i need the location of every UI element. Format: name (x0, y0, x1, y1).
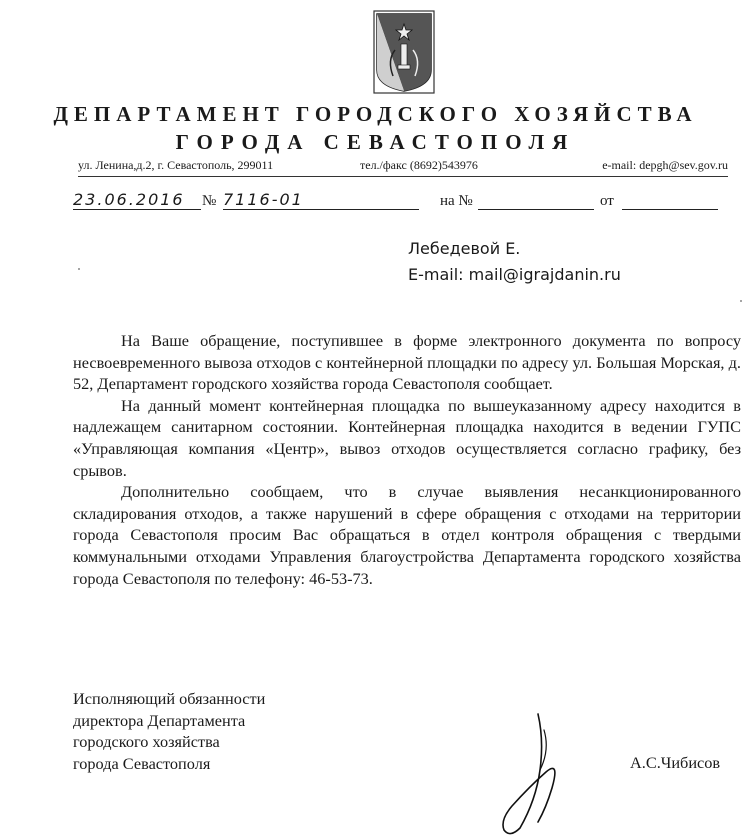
reference-number-label: на № (440, 193, 473, 209)
signer-position-line: директора Департамента (73, 710, 246, 730)
reference-line (440, 193, 730, 213)
signer-position-line: Исполняющий обязанности (73, 689, 266, 708)
body-paragraph-2: На данный момент контейнерная площадка по вышеуказанному адресу находится в надлежащем санитарном состоянии. Контейнерная площадка находится в ведении ГУПС «Управляющая компания «Центр», вывоз отходов осуществляется согласно графику, без срывов. (73, 395, 741, 480)
scan-speck (740, 300, 742, 302)
letterhead-divider (78, 176, 728, 177)
recipient-name: Лебедевой Е. (408, 239, 521, 258)
signer-position-line: города Севастополя (73, 753, 211, 773)
department-title-line2: ГОРОДА СЕВАСТОПОЛЯ (175, 130, 576, 154)
registration-number: 7116-01 (223, 190, 419, 210)
letterhead-contacts (78, 158, 728, 176)
registration-date: 23.06.2016 (73, 190, 201, 210)
registration-number-label: № (202, 193, 217, 209)
recipient-block (408, 236, 621, 288)
reference-date-label: от (600, 193, 614, 209)
recipient-email: E-mail: mail@igrajdanin.ru (408, 265, 621, 284)
body-paragraph-1: На Ваше обращение, поступившее в форме электронного документа по вопросу несвоевременного вывоза отходов с контейнерной площадки по адресу ул. Большая Морская, д. 52, Департамент городского хозяйства города Севастополя сообщает. (73, 331, 741, 394)
reference-number-blank (478, 209, 594, 210)
department-address: ул. Ленина,д.2, г. Севастополь, 299011 (78, 158, 274, 172)
signer-name: А.С.Чибисов (630, 753, 721, 772)
handwritten-signature-icon (480, 710, 590, 840)
department-email: e-mail: depgh@sev.gov.ru (602, 158, 728, 172)
letter-body (73, 330, 741, 589)
coat-of-arms-icon (373, 10, 435, 94)
body-paragraph-3: Дополнительно сообщаем, что в случае выявления несанкционированного складирования отходов, а также нарушений в сфере обращения с отходами на территории города Севастополя просим Вас обращаться в отдел контроля обращения с твердыми коммунальными отходами Управления благоустройства Департамента городского хозяйства города Севастополя по телефону: 46-53-73. (73, 482, 741, 588)
scan-speck (78, 268, 80, 270)
department-phone: тел./факс (8692)543976 (360, 158, 478, 172)
signer-position (73, 688, 265, 774)
reference-date-blank (622, 209, 718, 210)
department-title-line1: ДЕПАРТАМЕНТ ГОРОДСКОГО ХОЗЯЙСТВА (53, 102, 698, 126)
signer-position-line: городского хозяйства (73, 732, 220, 752)
